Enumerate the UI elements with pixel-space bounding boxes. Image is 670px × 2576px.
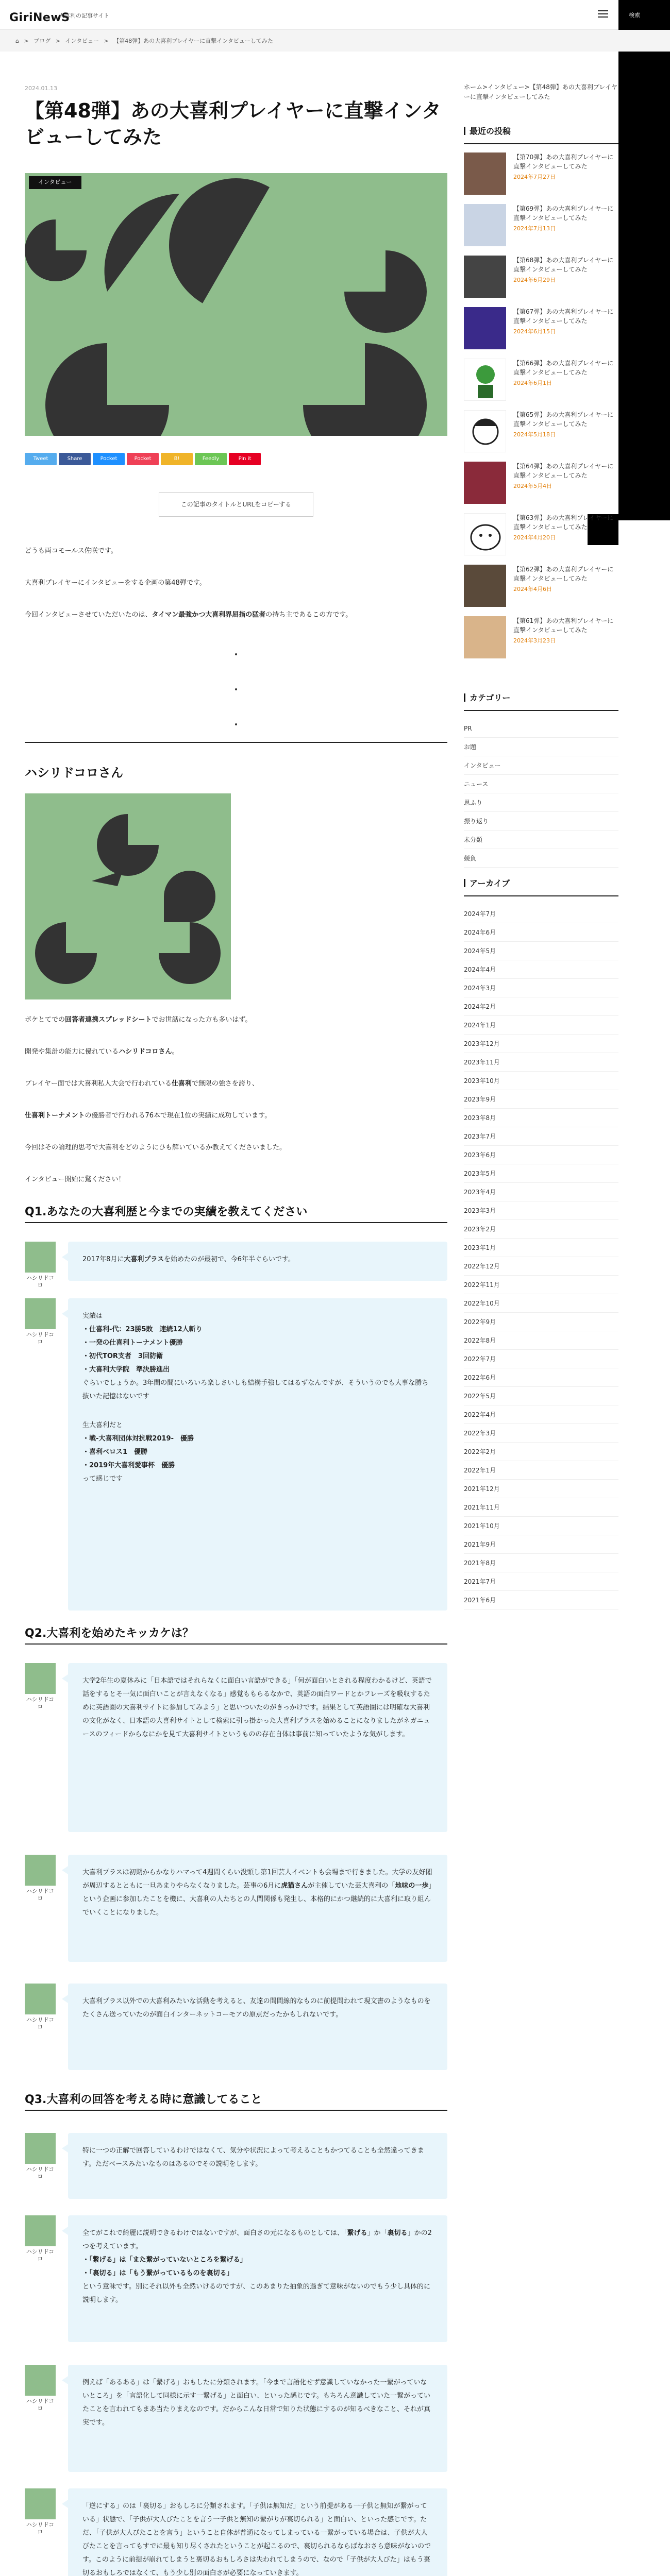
- speaker-name: ハシリドコロ: [26, 1888, 55, 1902]
- archive-item[interactable]: 2023年12月: [464, 1035, 618, 1053]
- post-thumbnail[interactable]: [464, 256, 506, 298]
- category-item[interactable]: インタビュー: [464, 756, 618, 775]
- archive-heading: アーカイブ: [464, 876, 618, 896]
- archive-item[interactable]: 2024年1月: [464, 1016, 618, 1035]
- recent-post[interactable]: 【第61弾】あの大喜利プレイヤーに直撃インタビューしてみた 2024年3月23日: [464, 616, 618, 663]
- dot: [235, 723, 237, 725]
- section-heading-q1: Q1.あなたの大喜利歴と今までの実績を教えてください: [25, 1206, 308, 1218]
- post-thumbnail[interactable]: [464, 359, 506, 401]
- breadcrumb-sep: >: [104, 38, 109, 44]
- profile-2: 開発や集計の能力に優れているハシリドコロさん。: [25, 1048, 179, 1056]
- avatar: [25, 1984, 56, 2014]
- archive-item[interactable]: 2023年7月: [464, 1127, 618, 1146]
- archive-item[interactable]: 2021年7月: [464, 1572, 618, 1591]
- category-item[interactable]: PR: [464, 719, 618, 738]
- archive-item[interactable]: 2021年12月: [464, 1480, 618, 1498]
- breadcrumb-sep: >: [24, 38, 29, 44]
- archive-item[interactable]: 2022年8月: [464, 1331, 618, 1350]
- divider: [25, 1643, 447, 1645]
- feedly-button[interactable]: Feedly: [195, 453, 227, 465]
- dot: [235, 688, 237, 690]
- page-title: 【第48弾】あの大喜利プレイヤーに直撃インタビューしてみた: [25, 99, 441, 149]
- breadcrumb-blog[interactable]: ブログ: [34, 38, 51, 44]
- profile-3: プレイヤー面では大喜利私人大会で行われている仕喜利で無限の強さを誇り、: [25, 1080, 259, 1088]
- archive-item[interactable]: 2024年4月: [464, 960, 618, 979]
- avatar: [25, 2215, 56, 2246]
- avatar: [25, 1242, 56, 1273]
- recent-posts-heading: 最近の投稿: [464, 124, 618, 144]
- archive-item[interactable]: 2022年11月: [464, 1276, 618, 1294]
- hero-image: [25, 173, 447, 436]
- archive-item[interactable]: 2023年5月: [464, 1164, 618, 1183]
- archive-item[interactable]: 2022年12月: [464, 1257, 618, 1276]
- avatar: [25, 2133, 56, 2164]
- sidebar-breadcrumb: ホーム>インタビュー>【第48弾】あの大喜利プレイヤーに直撃インタビューしてみた: [464, 83, 617, 101]
- archive-item[interactable]: 2021年10月: [464, 1517, 618, 1535]
- profile-image: [25, 793, 231, 999]
- archive-item[interactable]: 2022年5月: [464, 1387, 618, 1405]
- divider: [25, 742, 447, 743]
- archive-item[interactable]: 2021年9月: [464, 1535, 618, 1554]
- archive-item[interactable]: 2022年6月: [464, 1368, 618, 1387]
- divider: [25, 1222, 447, 1223]
- facebook-share-button[interactable]: Share: [59, 453, 91, 465]
- divider: [25, 2110, 447, 2111]
- answer-bubble: 大喜利プラス以外での大喜利みたいな活動を考えると、友達の間間線的なものに前提問われて現文書のようなものをたくさん送っていたのが面白インターネットコーモアの原点だったかもしれないです。: [68, 1984, 447, 2070]
- recent-post[interactable]: 【第63弾】あの大喜利プレイヤーに直撃インタビューしてみた 2024年4月20日: [464, 513, 618, 560]
- answer-bubble: 例えば「あるある」は「繋げる」おもしたに分類されます。「今まで言語化せず意識していなかった一繋がっていないところ」を「言語化して同様に示す一繋げる」と面白い、といった感じです。もちろん意識していた一繋がっていたことを言われてもまあ当たりまえなのです。だからこんな日常で知りた状態にするのが知るべきなこと、それが真実です。: [68, 2365, 447, 2472]
- speaker-name: ハシリドコロ: [26, 2398, 55, 2412]
- answer-bubble: 大喜利プラスは初期からかなりハマって4週間くらい没頭し第1回芸人イベントも会場まで行きました。大学の友好閣が周辺するとともに一旦あまりやらなくなりました。芸事の6月に虎猫さんが主催していた芸大喜利の「地味の一歩」という企画に参加したことを機に、大喜利の人たちとの人間関係も発生し、本格的にかつ継続的に大喜利に取り組んでいくことになりました。: [68, 1855, 447, 1962]
- profile-illusion-image: [25, 793, 231, 999]
- profile-1: ボケとてでの回答者連携スプレッドシートでお世話になった方も多いはず。: [25, 1016, 252, 1024]
- answer-bubble: 大学2年生の夏休みに「日本語ではそれらなくに面白い言語ができる」「何が面白いとされる程度わかるけど、英語で話をするとそ一気に面白いことが言えなくなる」感覚ももらるなかで、英語の面白ワードとかフレーズを吸収するために英語圏の大喜利サイトに参加してみよう」と思いついたのがきっかけです。結果として英語圏には明確な大喜利の文化がなく、日本語の大喜利サイトとして検索に引っ掛かった大喜利プラスを始めることになりましたがネガニュースのフィードからなにかを見て大喜利サイトというものの存在自体は事前に知っていたような気がします。: [68, 1663, 447, 1832]
- speaker-name: ハシリドコロ: [26, 2016, 55, 2031]
- intro-2: 大喜利プレイヤーにインタビューをする企画の第48弾です。: [25, 579, 206, 587]
- pocket-button-2[interactable]: Pocket: [127, 453, 159, 465]
- avatar: [25, 2365, 56, 2396]
- avatar: [25, 1663, 56, 1694]
- profile-6: インタビュー開始に驚ください！: [25, 1176, 125, 1183]
- post-thumbnail[interactable]: [464, 462, 506, 504]
- archive-item[interactable]: 2023年10月: [464, 1072, 618, 1090]
- post-thumbnail[interactable]: [464, 307, 506, 349]
- profile-5: 今回はその論理的思考で大喜利をどのようにひも解いているか教えてくださいました。: [25, 1144, 287, 1151]
- recent-post[interactable]: 【第66弾】あの大喜利プレイヤーに直撃インタビューしてみた 2024年6月1日: [464, 359, 618, 405]
- avatar: [25, 1298, 56, 1329]
- drawer-item-search[interactable]: 検索: [629, 12, 640, 19]
- intro-3: 今回インタビューさせていただいたのは、タイマン最強かつ大喜利界屈指の猛者の持ち主であるこの方です。: [25, 611, 353, 619]
- answer-bubble: 2017年8月に大喜利プラスを始めたのが最初で、今6年半ぐらいです。: [68, 1242, 447, 1281]
- pinterest-button[interactable]: Pin it: [229, 453, 261, 465]
- archive-item[interactable]: 2023年4月: [464, 1183, 618, 1201]
- archive-item[interactable]: 2023年9月: [464, 1090, 618, 1109]
- recent-post[interactable]: 【第67弾】あの大喜利プレイヤーに直撃インタビューしてみた 2024年6月15日: [464, 307, 618, 353]
- speaker-name: ハシリドコロ: [26, 1275, 55, 1289]
- post-thumbnail[interactable]: [464, 513, 506, 555]
- archive-item[interactable]: 2022年10月: [464, 1294, 618, 1313]
- hero-illusion-image: [25, 173, 447, 436]
- archive-item[interactable]: 2022年1月: [464, 1461, 618, 1480]
- pocket-button[interactable]: Pocket: [93, 453, 125, 465]
- post-thumbnail[interactable]: [464, 152, 506, 195]
- section-heading-q3: Q3.大喜利の回答を考える時に意識してること: [25, 2093, 262, 2106]
- profile-4: 仕喜利トーナメントの優勝者で行われる76本で現在1位の実績に成功しています。: [25, 1112, 272, 1120]
- speaker-name: ハシリドコロ: [26, 2248, 55, 2263]
- recent-post[interactable]: 【第68弾】あの大喜利プレイヤーに直撃インタビューしてみた 2024年6月29日: [464, 256, 618, 302]
- archive-item[interactable]: 2022年3月: [464, 1424, 618, 1443]
- post-thumbnail[interactable]: [464, 565, 506, 607]
- menu-icon[interactable]: [598, 10, 608, 18]
- breadcrumb-interview[interactable]: インタビュー: [65, 38, 99, 44]
- category-item[interactable]: 振り返り: [464, 812, 618, 831]
- avatar: [25, 2488, 56, 2519]
- archive-item[interactable]: 2024年2月: [464, 997, 618, 1016]
- post-thumbnail[interactable]: [464, 204, 506, 246]
- archive-item[interactable]: 2023年3月: [464, 1201, 618, 1220]
- avatar: [25, 1855, 56, 1886]
- tweet-button[interactable]: Tweet: [25, 453, 57, 465]
- archive-item[interactable]: 2024年3月: [464, 979, 618, 997]
- category-heading: カテゴリー: [464, 690, 618, 711]
- recent-post[interactable]: 【第69弾】あの大喜利プレイヤーに直撃インタビューしてみた 2024年7月13日: [464, 204, 618, 250]
- archive-item[interactable]: 2021年11月: [464, 1498, 618, 1517]
- archive-item[interactable]: 2023年11月: [464, 1053, 618, 1072]
- archive-item[interactable]: 2022年2月: [464, 1443, 618, 1461]
- recent-post[interactable]: 【第65弾】あの大喜利プレイヤーに直撃インタビューしてみた 2024年5月18日: [464, 410, 618, 456]
- site-header: [0, 0, 670, 30]
- archive-item[interactable]: 2024年6月: [464, 923, 618, 942]
- site-tagline: 大喜利の記事サイト: [59, 12, 110, 19]
- archive-item[interactable]: 2022年4月: [464, 1405, 618, 1424]
- category-list: [464, 719, 618, 868]
- archive-item[interactable]: 2023年6月: [464, 1146, 618, 1164]
- archive-item[interactable]: 2023年2月: [464, 1220, 618, 1239]
- site-logo[interactable]: GiriNewS: [9, 11, 70, 24]
- archive-item[interactable]: 2021年8月: [464, 1554, 618, 1572]
- recent-post[interactable]: 【第70弾】あの大喜利プレイヤーに直撃インタビューしてみた 2024年7月27日: [464, 152, 618, 199]
- speaker-name: ハシリドコロ: [26, 2521, 55, 2536]
- archive-list: [464, 905, 618, 1609]
- answer-bubble: 特に一つの正解で回答しているわけではなくて、気分や状況によって考えることもかつてることも全然違ってきます。ただベースみたいなものはあるのでその説明をします。: [68, 2133, 447, 2199]
- post-thumbnail[interactable]: [464, 410, 506, 452]
- post-date: 2024.01.13: [25, 85, 57, 92]
- archive-item[interactable]: 2021年6月: [464, 1591, 618, 1609]
- archive-item[interactable]: 2023年8月: [464, 1109, 618, 1127]
- dot: [235, 653, 237, 655]
- archive-item[interactable]: 2022年7月: [464, 1350, 618, 1368]
- speaker-name: ハシリドコロ: [26, 1696, 55, 1710]
- breadcrumb-current: 【第48弾】あの大喜利プレイヤーに直撃インタビューしてみた: [113, 38, 273, 44]
- category-item[interactable]: お題: [464, 738, 618, 756]
- side-drawer: [618, 0, 670, 520]
- speaker-name: ハシリドコロ: [26, 1331, 55, 1346]
- answer-bubble: 実績は ・仕喜利-代：23勝5敗 連続12人斬り ・一発の仕喜利トーナメント優勝 ・初代TOR支者 3回防衛 ・大喜利大学院 準決勝進出 ぐらいでしょうか。3年間の間にいろいろ楽しさいしも結構手強してはるずなんですが、そういうのでも大事な勝ち抜いた記憶はないです 生大喜利だと ・戦-大喜利団体対抗戦2019- 優勝 ・喜利ベロス1 優勝 ・2019年大喜利愛事杯 優勝 って感じです: [68, 1298, 447, 1611]
- breadcrumb: [0, 30, 670, 52]
- recent-post[interactable]: 【第64弾】あの大喜利プレイヤーに直撃インタビューしてみた 2024年5月4日: [464, 462, 618, 508]
- section-heading-name: ハシリドコロさん: [25, 766, 124, 780]
- category-item[interactable]: ニュース: [464, 775, 618, 793]
- home-icon[interactable]: ⌂: [15, 38, 19, 44]
- archive-item[interactable]: 2024年5月: [464, 942, 618, 960]
- category-item[interactable]: 未分類: [464, 831, 618, 849]
- category-badge[interactable]: インタビュー: [29, 176, 81, 189]
- recent-post[interactable]: 【第62弾】あの大喜利プレイヤーに直撃インタビューしてみた 2024年4月6日: [464, 565, 618, 611]
- post-thumbnail[interactable]: [464, 616, 506, 658]
- copy-title-button[interactable]: この記事のタイトルとURLをコピーする: [159, 492, 313, 517]
- speaker-name: ハシリドコロ: [26, 2166, 55, 2180]
- archive-item[interactable]: 2023年1月: [464, 1239, 618, 1257]
- archive-item[interactable]: 2022年9月: [464, 1313, 618, 1331]
- section-heading-q2: Q2.大喜利を始めたキッカケは？: [25, 1627, 194, 1640]
- answer-bubble: 全てがこれで綺麗に説明できるわけではないですが、面白さの元になるものとしては、「繋げる」か「裏切る」かの2つを考えています。 ・「繋げる」は「また繋がっていないところを繋げる」 ・「裏切る」は「もう繋がっているものを裏切る」 という意味です。別にそれ以外も全然いけるのですが、このあまりた抽象的過ぎて意味がないのでもう少し具体的に説明します。: [68, 2215, 447, 2342]
- share-buttons: [25, 452, 447, 466]
- archive-item[interactable]: 2024年7月: [464, 905, 618, 923]
- intro-1: どうも両コモールス佐咲です。: [25, 547, 118, 555]
- answer-bubble: 「逆にする」のは「裏切る」おもしろに分類されます。「子供は無知だ」という前提がある一子供と無知が繋がっている」状態で、「子供が大人びたことを言う一子供と無知の繋がりが裏切られる」と面白い、といった感じです。ただ、「子供が大人びたことを言う」ということ自体が普通になってしまっている一繋がっている場合は、子供が大人びたことを言ってもすでに最も知り尽くされたということが起こるので、裏切られるならばなおさら意味がないのです。このように前提が崩れてしまうと裏切るおもしろさは失われてしまうので、なので「子供が大人びた」はもう裏切るおもしろではなくて、もう少し別の面白さが必要になっていきます。: [68, 2488, 447, 2576]
- hatena-button[interactable]: B!: [161, 453, 193, 465]
- breadcrumb-sep: >: [55, 38, 60, 44]
- category-item[interactable]: 競負: [464, 849, 618, 868]
- category-item[interactable]: 思ふり: [464, 793, 618, 812]
